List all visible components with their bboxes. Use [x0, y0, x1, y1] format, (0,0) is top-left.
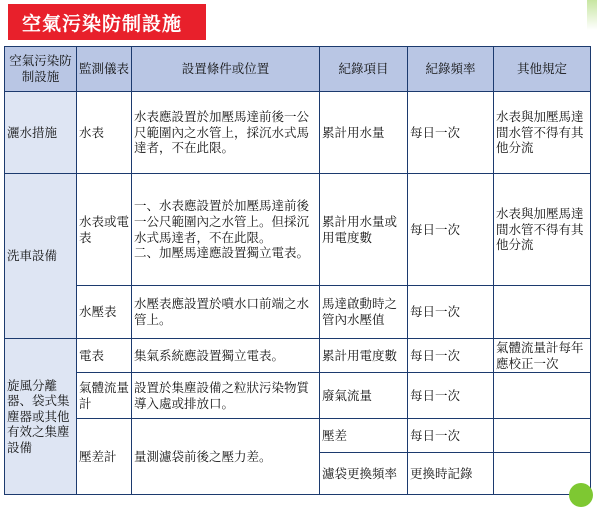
header-record-item: 紀錄項目 — [320, 47, 408, 92]
meter-cell: 電表 — [77, 339, 132, 373]
record-frequency-cell: 每日一次 — [408, 92, 494, 174]
record-frequency-cell: 每日一次 — [408, 286, 494, 339]
record-item-cell: 廢氣流量 — [320, 373, 408, 419]
other-rules-cell — [494, 419, 591, 453]
decorative-green-dot — [569, 483, 593, 507]
record-frequency-cell: 每日一次 — [408, 373, 494, 419]
meter-cell: 水表 — [77, 92, 132, 174]
table-row — [5, 174, 591, 286]
title-banner — [8, 4, 206, 40]
conditions-cell: 設置於集塵設備之粒狀污染物質導入處或排放口。 — [132, 373, 320, 419]
record-frequency-cell: 每日一次 — [408, 339, 494, 373]
other-rules-cell: 水表與加壓馬達間水管不得有其他分流 — [494, 92, 591, 174]
page-edge-accent — [587, 0, 597, 30]
facility-cell: 洗車設備 — [5, 174, 77, 339]
air-pollution-control-table — [4, 46, 591, 495]
other-rules-cell — [494, 373, 591, 419]
record-frequency-cell: 每日一次 — [408, 419, 494, 453]
meter-cell: 水壓表 — [77, 286, 132, 339]
record-item-cell: 累計用電度數 — [320, 339, 408, 373]
record-frequency-cell: 每日一次 — [408, 174, 494, 286]
header-record-frequency: 紀錄頻率 — [408, 47, 494, 92]
header-other-rules: 其他規定 — [494, 47, 591, 92]
record-item-cell: 壓差 — [320, 419, 408, 453]
table-row — [5, 92, 591, 174]
record-item-cell: 累計用水量或用電度數 — [320, 174, 408, 286]
other-rules-cell: 氣體流量計每年應校正一次 — [494, 339, 591, 373]
meter-cell: 壓差計 — [77, 419, 132, 495]
conditions-cell — [132, 174, 320, 286]
record-item-cell: 馬達啟動時之管內水壓值 — [320, 286, 408, 339]
conditions-cell: 水表應設置於加壓馬達前後一公尺範圍內之水管上，採沉水式馬達者，不在此限。 — [132, 92, 320, 174]
page-title: 空氣污染防制設施 — [22, 12, 183, 35]
other-rules-cell: 水表與加壓馬達間水管不得有其他分流 — [494, 174, 591, 286]
other-rules-cell — [494, 286, 591, 339]
table-header-row — [5, 47, 591, 92]
conditions-list-item: 一、水表應設置於加壓馬達前後一公尺範圍內之水管上。但採沉水式馬達者，不在此限。 — [134, 198, 310, 245]
header-facility: 空氣污染防制設施 — [5, 47, 77, 92]
meter-cell: 氣體流量計 — [77, 373, 132, 419]
conditions-cell: 量測濾袋前後之壓力差。 — [132, 419, 320, 495]
conditions-list-item: 二、加壓馬達應設置獨立電表。 — [134, 245, 310, 261]
facility-cell: 旋風分離器、袋式集塵器或其他有效之集塵設備 — [5, 339, 77, 495]
table-row — [5, 286, 591, 339]
table-row — [5, 339, 591, 373]
meter-cell: 水表或電表 — [77, 174, 132, 286]
record-item-cell: 濾袋更換頻率 — [320, 453, 408, 495]
table-row — [5, 419, 591, 453]
conditions-cell: 集氣系統應設置獨立電表。 — [132, 339, 320, 373]
table-row — [5, 373, 591, 419]
header-meter: 監測儀表 — [77, 47, 132, 92]
facility-cell: 灑水措施 — [5, 92, 77, 174]
record-frequency-cell: 更換時記錄 — [408, 453, 494, 495]
header-conditions: 設置條件或位置 — [132, 47, 320, 92]
conditions-cell: 水壓表應設置於噴水口前端之水管上。 — [132, 286, 320, 339]
record-item-cell: 累計用水量 — [320, 92, 408, 174]
